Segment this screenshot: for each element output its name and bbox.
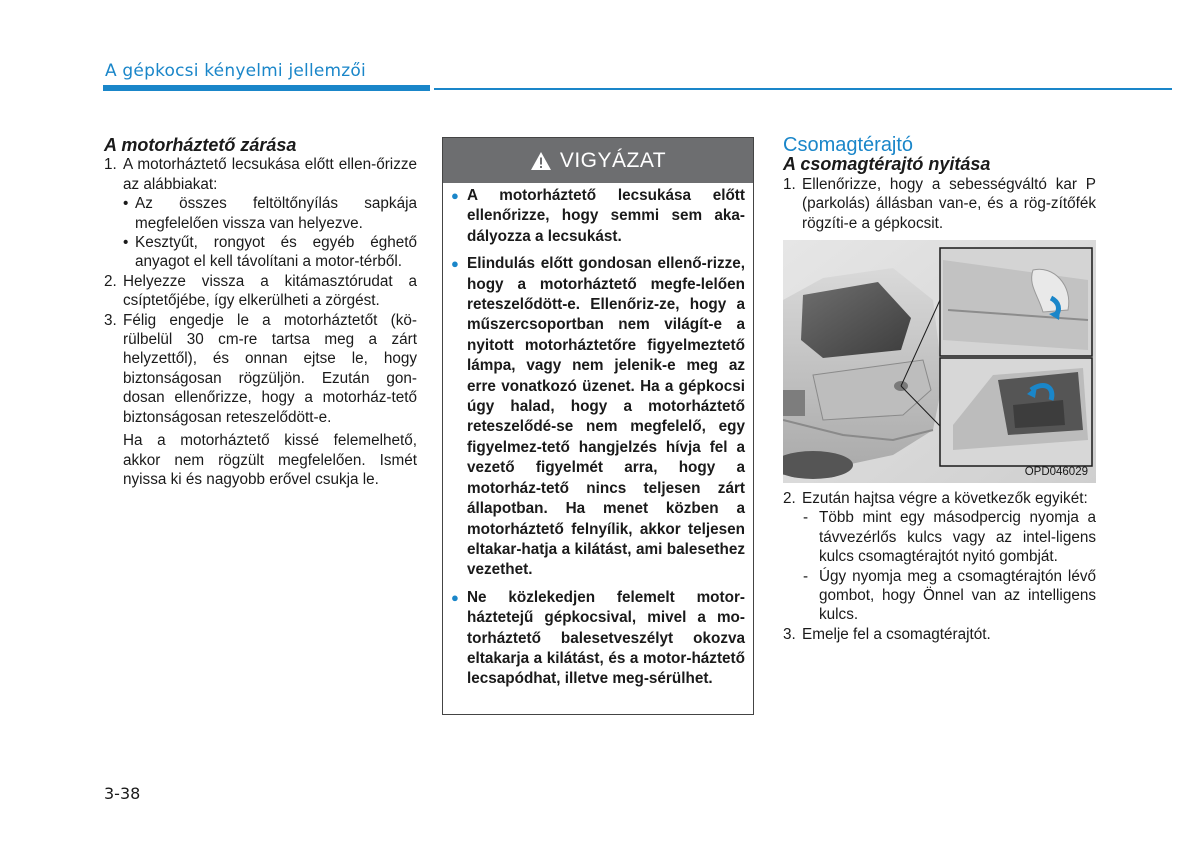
step-number: 3. [104,311,117,329]
tailgate-opening-heading: A csomagtérajtó nyitása [783,154,991,175]
hood-step-3 [104,311,417,427]
warning-triangle-icon [530,151,552,171]
check-bullet-1 [104,194,417,233]
step-text: Félig engedje le a motorháztetőt (kö-rülbelül 30 cm-re tartsa meg a zárt helyzettől), és onnan ejtse le, hogy biztonságosan rögzüljön. Ezután gon-dosan ellenőrizze, hogy a motorház-tető biztonságosan reteszelődött-e. [123,311,417,426]
warning-title: VIGYÁZAT [559,148,667,172]
step-text: A motorháztető lecsukása előtt ellen-őrizze az alábbiakat: [123,156,417,193]
tailgate-illustration [783,240,1096,483]
warning-item-3 [451,588,745,690]
bullet-text: Az összes feltöltőnyílás sapkája megfelelően vissza van helyezve. [135,195,417,232]
warning-header [443,138,753,183]
hood-step-2 [104,272,417,311]
page-number: 3-38 [104,784,141,803]
warning-item-2 [451,254,745,581]
figure-code: OPD046029 [1024,465,1088,478]
left-column [104,136,417,489]
hood-step-1 [104,155,417,194]
step-number: 1. [783,175,796,193]
dash-text: Több mint egy másodpercig nyomja a távvezérlős kulcs vagy az intel-ligens kulcs csomagtérajtót nyitó gombját. [819,509,1096,566]
warning-text: Ne közlekedjen felemelt motor-háztetejű gépkocsival, mivel a mo-torháztető balesetveszélyt okozva eltakarja a kilátást, és a motor-háztető lecsapódhat, illetve meg-sérülhet. [467,588,745,688]
right-column [783,136,1096,644]
warning-text: Elindulás előtt gondosan ellenő-rizze, hogy a motorháztető megfe-lelően reteszelődött-e. Ellenőriz-ze, hogy a műszercsoportban nem világít-e a nyitott motorháztetőre figyelmeztető lámpa, vagy nem jelenik-e meg az erre vonatkozó üzenet. Ha a gépkocsi úgy halad, hogy a motorháztető reteszelődé-se nem megfelelő, egy figyelmez-tető hangjelzés hívja fel a vezető figyelmét arra, hogy a motorház-tető nincs teljesen zárt állapotban. Ha menet közben a motorháztető felnyílik, akkor teljesen eltakar-hatja a kilátást, ami balesethez vezethet. [467,255,745,579]
warning-text: A motorháztető lecsukása előtt ellenőrizze, hogy semmi sem aka-dályozza a lecsukást. [467,187,745,245]
bullet-dot-icon: ● [451,188,459,203]
header-rule-thin [434,88,1172,90]
dash-text: Úgy nyomja meg a csomagtérajtón lévő gombot, hogy Önnel van az intelligens kulcs. [819,567,1096,624]
bullet-dot-icon: ● [451,589,459,605]
step-text: Helyezze vissza a kitámasztórudat a csíptetőjébe, így elkerülheti a zörgést. [123,272,417,310]
option-dash-2 [783,567,1096,625]
page-section-title: A gépkocsi kényelmi jellemzői [105,61,366,81]
warning-box [442,137,754,715]
bullet-dot-icon: • [123,234,129,252]
tailgate-step-2 [783,489,1096,508]
step-number: 1. [104,156,117,174]
warning-body [443,183,753,690]
hood-closing-heading: A motorháztető zárása [104,135,297,155]
tailgate-step-3 [783,625,1096,644]
step-number: 3. [783,625,796,643]
hood-note [104,431,417,489]
bullet-text: Kesztyűt, rongyot és egyéb éghető anyagot el kell távolítani a motor-térből. [135,234,417,271]
note-text: Ha a motorháztető kissé felemelhető, akkor nem rögzült megfelelően. Ismét nyissa ki és nagyobb erővel csukja le. [123,432,417,488]
header-rule-thick [103,85,430,91]
bullet-dot-icon: ● [451,256,459,272]
option-dash-1 [783,508,1096,566]
tailgate-section-title: Csomagtérajtó [783,134,914,156]
warning-item-1 [451,186,745,247]
bullet-dot-icon: • [123,195,129,213]
step-text: Ellenőrizze, hogy a sebességváltó kar P (parkolás) állásban van-e, és a rög-zítőfék rögzíti-e a gépkocsit. [802,175,1096,232]
tailgate-step-1 [783,175,1096,233]
car-rear-illustration [783,240,1096,483]
step-text: Emelje fel a csomagtérajtót. [802,625,991,643]
check-bullet-2 [104,233,417,272]
dash-marker: - [803,567,809,585]
step-number: 2. [783,490,796,508]
step-number: 2. [104,272,117,290]
step-text: Ezután hajtsa végre a következők egyikét: [802,490,1088,508]
dash-marker: - [803,509,809,527]
